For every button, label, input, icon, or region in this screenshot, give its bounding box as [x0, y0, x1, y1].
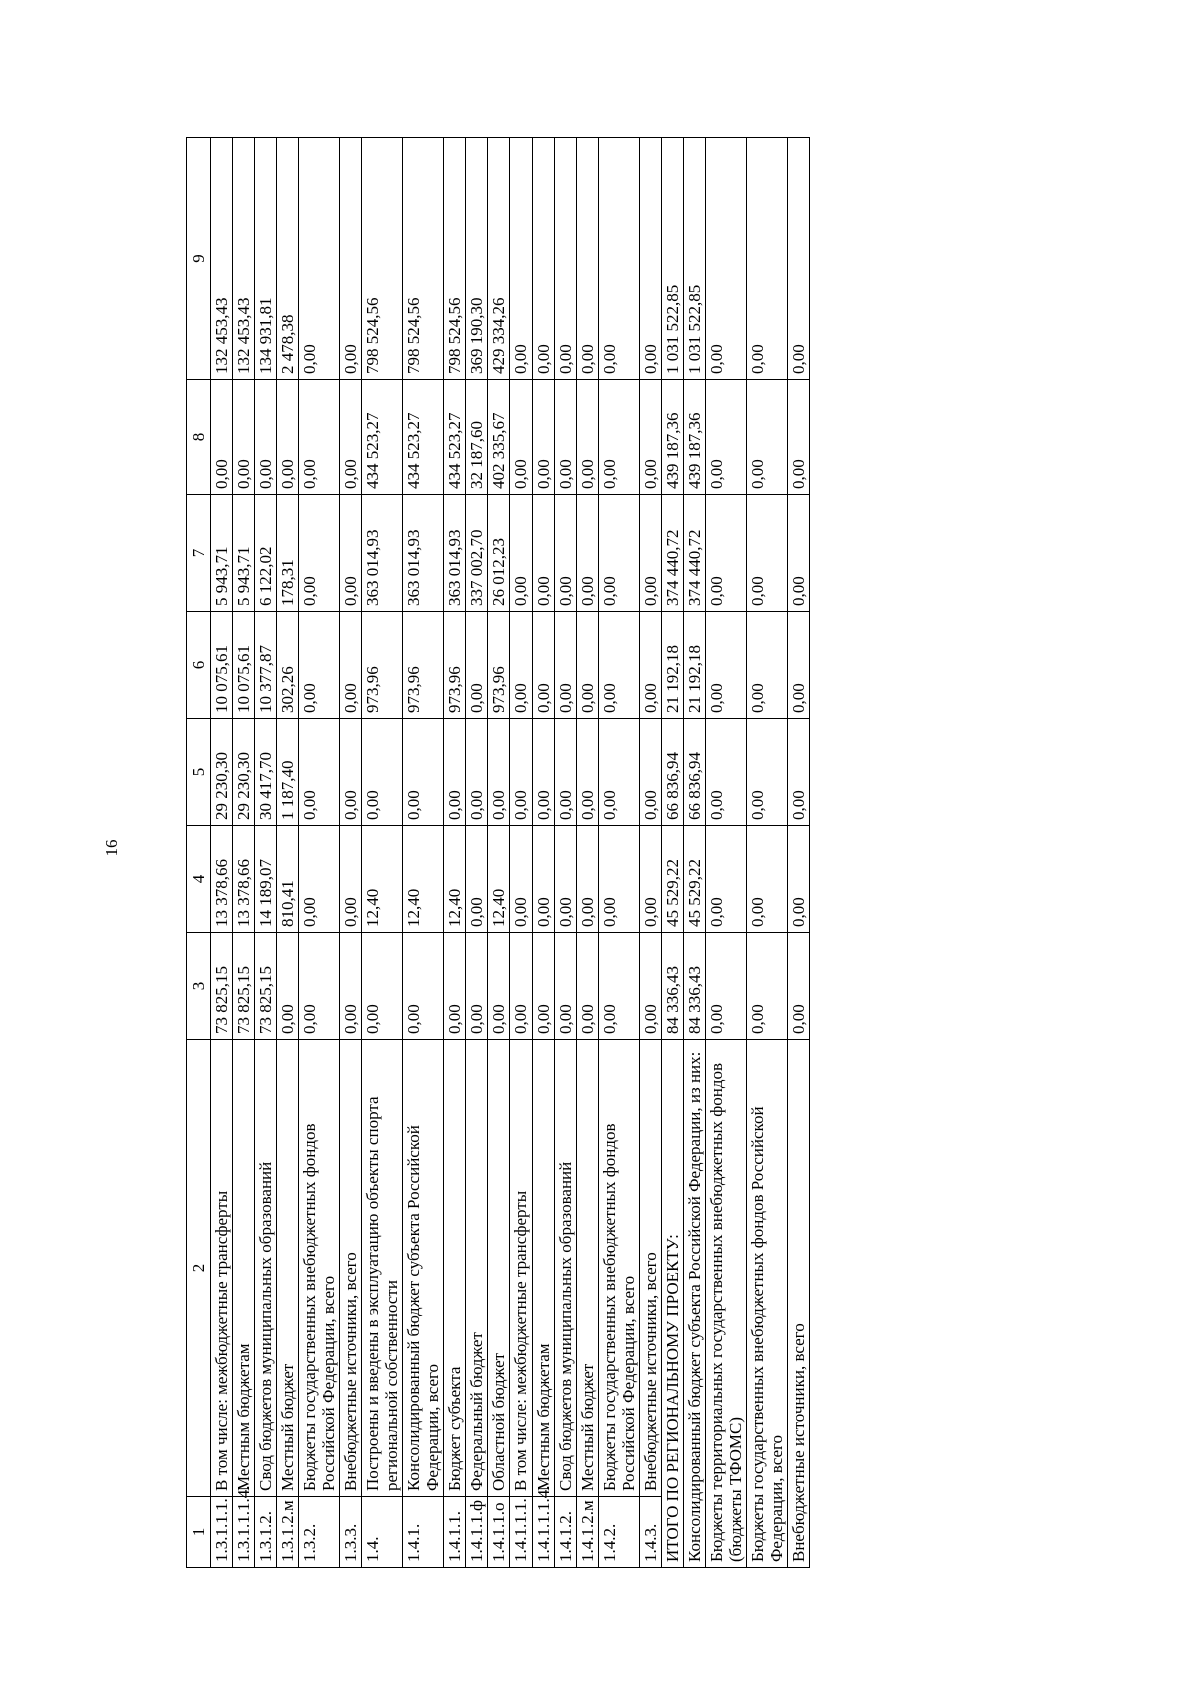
row-value: 0,00 — [340, 495, 362, 612]
row-name: Построены и введены в эксплуатацию объекты спорта региональной собственности — [362, 1040, 403, 1497]
summary-value: 0,00 — [705, 933, 746, 1040]
summary-value: 0,00 — [787, 495, 809, 612]
row-value: 0,00 — [532, 380, 554, 495]
row-value: 0,00 — [532, 933, 554, 1040]
row-value: 0,00 — [598, 826, 639, 933]
row-value: 798 524,56 — [403, 138, 444, 380]
summary-value: 0,00 — [705, 612, 746, 719]
row-value: 973,96 — [403, 612, 444, 719]
row-value: 0,00 — [299, 826, 340, 933]
table-row — [639, 138, 661, 1568]
row-value: 434 523,27 — [444, 380, 466, 495]
row-value: 73 825,15 — [255, 933, 277, 1040]
row-value: 5 943,71 — [233, 495, 255, 612]
table-body — [211, 138, 810, 1568]
column-header: 1 — [187, 1497, 211, 1568]
row-value: 0,00 — [576, 138, 598, 380]
summary-value: 0,00 — [746, 933, 787, 1040]
row-value: 0,00 — [510, 719, 532, 826]
row-value: 798 524,56 — [362, 138, 403, 380]
table-row — [554, 138, 576, 1568]
row-value: 134 931,81 — [255, 138, 277, 380]
row-value: 0,00 — [576, 612, 598, 719]
summary-value: 0,00 — [787, 380, 809, 495]
row-value: 5 943,71 — [211, 495, 233, 612]
table-row — [466, 138, 488, 1568]
row-value: 0,00 — [403, 933, 444, 1040]
row-value: 0,00 — [299, 495, 340, 612]
row-value: 29 230,30 — [211, 719, 233, 826]
row-value: 434 523,27 — [403, 380, 444, 495]
summary-value: 0,00 — [705, 495, 746, 612]
row-value: 0,00 — [532, 826, 554, 933]
summary-value: 0,00 — [705, 138, 746, 380]
table-row — [299, 138, 340, 1568]
row-value: 0,00 — [554, 138, 576, 380]
summary-value: 439 187,36 — [683, 380, 705, 495]
row-value: 0,00 — [598, 495, 639, 612]
summary-value: 0,00 — [705, 380, 746, 495]
row-name: Федеральный бюджет — [466, 1040, 488, 1497]
summary-row — [661, 138, 683, 1568]
row-value: 0,00 — [576, 380, 598, 495]
row-code: 1.4.1. — [403, 1497, 444, 1568]
row-name: Областной бюджет — [488, 1040, 510, 1497]
summary-row — [787, 138, 809, 1568]
summary-label: Консолидированный бюджет субъекта Российской Федерации, из них: — [683, 1040, 705, 1568]
row-value: 10 075,61 — [211, 612, 233, 719]
row-name: Местный бюджет — [576, 1040, 598, 1497]
row-value: 0,00 — [277, 380, 299, 495]
row-code: 1.4.1.2.м — [576, 1497, 598, 1568]
row-value: 0,00 — [444, 719, 466, 826]
row-value: 132 453,43 — [211, 138, 233, 380]
row-name: Внебюджетные источники, всего — [340, 1040, 362, 1497]
row-value: 1 187,40 — [277, 719, 299, 826]
row-value: 10 377,87 — [255, 612, 277, 719]
row-value: 0,00 — [639, 380, 661, 495]
summary-value: 0,00 — [705, 826, 746, 933]
row-name: Местным бюджетам — [233, 1040, 255, 1497]
row-value: 178,31 — [277, 495, 299, 612]
row-value: 0,00 — [299, 719, 340, 826]
row-value: 0,00 — [554, 826, 576, 933]
summary-value: 0,00 — [705, 719, 746, 826]
row-value: 429 334,26 — [488, 138, 510, 380]
row-value: 973,96 — [444, 612, 466, 719]
summary-row — [683, 138, 705, 1568]
table-row — [488, 138, 510, 1568]
row-value: 0,00 — [639, 495, 661, 612]
table-row — [362, 138, 403, 1568]
row-value: 0,00 — [554, 612, 576, 719]
summary-value: 45 529,22 — [683, 826, 705, 933]
row-value: 14 189,07 — [255, 826, 277, 933]
row-value: 0,00 — [598, 933, 639, 1040]
row-value: 0,00 — [488, 933, 510, 1040]
row-value: 0,00 — [576, 495, 598, 612]
column-header: 5 — [187, 719, 211, 826]
row-value: 0,00 — [403, 719, 444, 826]
summary-label: Бюджеты государственных внебюджетных фондов Российской Федерации, всего — [746, 1040, 787, 1568]
summary-value: 374 440,72 — [683, 495, 705, 612]
summary-value: 0,00 — [787, 612, 809, 719]
summary-value: 0,00 — [746, 495, 787, 612]
row-value: 0,00 — [466, 612, 488, 719]
table-row — [444, 138, 466, 1568]
row-value: 0,00 — [299, 380, 340, 495]
row-code: 1.3.1.2.м — [277, 1497, 299, 1568]
summary-row — [746, 138, 787, 1568]
row-value: 10 075,61 — [233, 612, 255, 719]
row-value: 12,40 — [362, 826, 403, 933]
header-row — [187, 138, 211, 1568]
row-value: 0,00 — [598, 612, 639, 719]
summary-value: 84 336,43 — [683, 933, 705, 1040]
row-name: Бюджеты государственных внебюджетных фондов Российской Федерации, всего — [299, 1040, 340, 1497]
row-name: Консолидированный бюджет субъекта Российской Федерации, всего — [403, 1040, 444, 1497]
row-name: Внебюджетные источники, всего — [639, 1040, 661, 1497]
row-value: 30 417,70 — [255, 719, 277, 826]
row-name: В том числе: межбюджетные трансферты — [510, 1040, 532, 1497]
table-row — [576, 138, 598, 1568]
row-value: 0,00 — [639, 612, 661, 719]
summary-value: 66 836,94 — [683, 719, 705, 826]
row-value: 0,00 — [598, 138, 639, 380]
summary-value: 0,00 — [746, 719, 787, 826]
row-value: 0,00 — [576, 826, 598, 933]
row-value: 0,00 — [532, 495, 554, 612]
row-value: 0,00 — [233, 380, 255, 495]
row-value: 0,00 — [299, 612, 340, 719]
row-value: 0,00 — [532, 719, 554, 826]
row-value: 0,00 — [510, 612, 532, 719]
row-value: 0,00 — [639, 138, 661, 380]
row-value: 0,00 — [488, 719, 510, 826]
row-value: 0,00 — [532, 612, 554, 719]
row-code: 1.4.2. — [598, 1497, 639, 1568]
column-header: 6 — [187, 612, 211, 719]
column-header: 8 — [187, 380, 211, 495]
row-value: 0,00 — [466, 933, 488, 1040]
summary-label: Внебюджетные источники, всего — [787, 1040, 809, 1568]
budget-table — [186, 137, 810, 1568]
row-value: 434 523,27 — [362, 380, 403, 495]
row-value: 0,00 — [340, 826, 362, 933]
page-number: 16 — [102, 839, 121, 857]
row-value: 363 014,93 — [403, 495, 444, 612]
row-value: 12,40 — [488, 826, 510, 933]
row-value: 973,96 — [362, 612, 403, 719]
row-value: 13 378,66 — [211, 826, 233, 933]
summary-label: Бюджеты территориальных государственных внебюджетных фондов (бюджеты ТФОМС) — [705, 1040, 746, 1568]
row-value: 798 524,56 — [444, 138, 466, 380]
row-code: 1.4.1.1.ф — [466, 1497, 488, 1568]
row-value: 0,00 — [554, 719, 576, 826]
table-row — [510, 138, 532, 1568]
row-code: 1.3.1.1.1.4. — [233, 1497, 255, 1568]
row-name: Местным бюджетам — [532, 1040, 554, 1497]
row-code: 1.4.1.1.1.4. — [532, 1497, 554, 1568]
row-value: 0,00 — [639, 933, 661, 1040]
row-value: 0,00 — [255, 380, 277, 495]
row-value: 363 014,93 — [362, 495, 403, 612]
row-value: 0,00 — [340, 138, 362, 380]
column-header: 7 — [187, 495, 211, 612]
summary-value: 66 836,94 — [661, 719, 683, 826]
row-value: 29 230,30 — [233, 719, 255, 826]
row-value: 0,00 — [554, 380, 576, 495]
row-code: 1.4.1.1.о — [488, 1497, 510, 1568]
row-value: 0,00 — [510, 495, 532, 612]
row-name: Бюджет субъекта — [444, 1040, 466, 1497]
row-value: 0,00 — [554, 495, 576, 612]
row-value: 0,00 — [554, 933, 576, 1040]
summary-value: 0,00 — [746, 380, 787, 495]
row-value: 973,96 — [488, 612, 510, 719]
row-value: 0,00 — [362, 719, 403, 826]
row-code: 1.4.1.1. — [444, 1497, 466, 1568]
summary-label: ИТОГО ПО РЕГИОНАЛЬНОМУ ПРОЕКТУ: — [661, 1040, 683, 1568]
row-value: 0,00 — [277, 933, 299, 1040]
row-value: 0,00 — [340, 719, 362, 826]
summary-value: 439 187,36 — [661, 380, 683, 495]
row-value: 12,40 — [444, 826, 466, 933]
summary-value: 374 440,72 — [661, 495, 683, 612]
summary-value: 1 031 522,85 — [683, 138, 705, 380]
table-row — [532, 138, 554, 1568]
row-code: 1.4. — [362, 1497, 403, 1568]
row-value: 0,00 — [510, 826, 532, 933]
row-value: 0,00 — [639, 719, 661, 826]
row-value: 0,00 — [510, 138, 532, 380]
rotated-table-container — [186, 138, 986, 1568]
row-name: Свод бюджетов муниципальных образований — [554, 1040, 576, 1497]
row-value: 0,00 — [340, 933, 362, 1040]
row-value: 0,00 — [598, 719, 639, 826]
summary-value: 0,00 — [787, 933, 809, 1040]
summary-value: 0,00 — [787, 826, 809, 933]
summary-value: 0,00 — [746, 612, 787, 719]
row-value: 0,00 — [532, 138, 554, 380]
row-value: 363 014,93 — [444, 495, 466, 612]
row-value: 0,00 — [576, 719, 598, 826]
table-row — [403, 138, 444, 1568]
row-value: 0,00 — [466, 719, 488, 826]
row-value: 0,00 — [362, 933, 403, 1040]
row-value: 26 012,23 — [488, 495, 510, 612]
row-value: 0,00 — [510, 380, 532, 495]
row-code: 1.3.1.2. — [255, 1497, 277, 1568]
summary-value: 0,00 — [746, 826, 787, 933]
row-code: 1.4.3. — [639, 1497, 661, 1568]
summary-row — [705, 138, 746, 1568]
row-name: Бюджеты государственных внебюджетных фондов Российской Федерации, всего — [598, 1040, 639, 1497]
summary-value: 0,00 — [787, 138, 809, 380]
column-header: 2 — [187, 1040, 211, 1497]
row-value: 302,26 — [277, 612, 299, 719]
summary-value: 1 031 522,85 — [661, 138, 683, 380]
row-name: Свод бюджетов муниципальных образований — [255, 1040, 277, 1497]
summary-value: 84 336,43 — [661, 933, 683, 1040]
row-value: 0,00 — [576, 933, 598, 1040]
row-value: 0,00 — [466, 826, 488, 933]
column-header: 9 — [187, 138, 211, 380]
table-row — [340, 138, 362, 1568]
table-row — [598, 138, 639, 1568]
summary-value: 0,00 — [746, 138, 787, 380]
table-row — [255, 138, 277, 1568]
row-value: 337 002,70 — [466, 495, 488, 612]
column-header: 4 — [187, 826, 211, 933]
row-code: 1.4.1.1.1. — [510, 1497, 532, 1568]
row-value: 0,00 — [299, 138, 340, 380]
row-code: 1.3.2. — [299, 1497, 340, 1568]
column-header: 3 — [187, 933, 211, 1040]
row-code: 1.4.1.2. — [554, 1497, 576, 1568]
row-code: 1.3.1.1.1. — [211, 1497, 233, 1568]
row-value: 0,00 — [598, 380, 639, 495]
summary-value: 21 192,18 — [683, 612, 705, 719]
row-value: 0,00 — [299, 933, 340, 1040]
summary-value: 21 192,18 — [661, 612, 683, 719]
row-value: 132 453,43 — [233, 138, 255, 380]
row-value: 810,41 — [277, 826, 299, 933]
row-value: 6 122,02 — [255, 495, 277, 612]
summary-value: 45 529,22 — [661, 826, 683, 933]
row-code: 1.3.3. — [340, 1497, 362, 1568]
row-value: 12,40 — [403, 826, 444, 933]
row-value: 0,00 — [211, 380, 233, 495]
row-value: 0,00 — [444, 933, 466, 1040]
row-value: 73 825,15 — [211, 933, 233, 1040]
row-value: 369 190,30 — [466, 138, 488, 380]
row-value: 0,00 — [639, 826, 661, 933]
row-value: 73 825,15 — [233, 933, 255, 1040]
row-value: 0,00 — [340, 612, 362, 719]
row-value: 32 187,60 — [466, 380, 488, 495]
row-name: Местный бюджет — [277, 1040, 299, 1497]
summary-value: 0,00 — [787, 719, 809, 826]
row-value: 0,00 — [510, 933, 532, 1040]
row-name: В том числе: межбюджетные трансферты — [211, 1040, 233, 1497]
table-row — [277, 138, 299, 1568]
row-value: 2 478,38 — [277, 138, 299, 380]
row-value: 402 335,67 — [488, 380, 510, 495]
row-value: 13 378,66 — [233, 826, 255, 933]
row-value: 0,00 — [340, 380, 362, 495]
table-row — [211, 138, 233, 1568]
table-row — [233, 138, 255, 1568]
